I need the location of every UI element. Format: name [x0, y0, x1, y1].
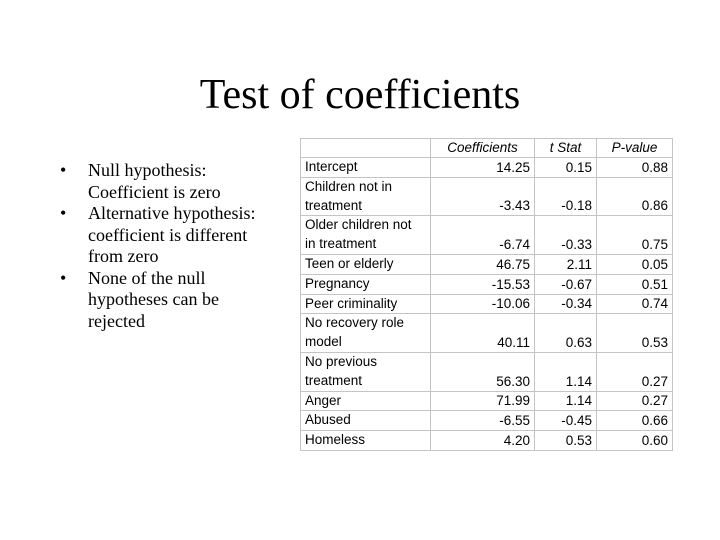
bullet-dot: • — [60, 160, 67, 180]
table-row — [301, 294, 673, 314]
row-label — [301, 431, 431, 451]
p-value-cell: 0.74 — [597, 294, 673, 314]
t-stat-cell: -0.18 — [535, 177, 597, 216]
row-label-line: No recovery role — [305, 315, 405, 331]
t-stat-cell: 1.14 — [535, 391, 597, 411]
table-row — [301, 254, 673, 274]
header-coefficients: Coefficients — [431, 139, 535, 158]
table-body — [301, 158, 673, 451]
table-row — [301, 216, 673, 255]
row-label-line: Children not in — [305, 178, 393, 194]
table-header-row — [301, 139, 673, 158]
row-label — [301, 177, 431, 216]
bullet-text: None of the null hypotheses can be rejected — [88, 267, 219, 331]
row-label-line: Homeless — [305, 432, 366, 448]
t-stat-cell: 0.53 — [535, 431, 597, 451]
t-stat-cell: -0.45 — [535, 411, 597, 431]
p-value-cell: 0.05 — [597, 254, 673, 274]
p-value-cell: 0.75 — [597, 216, 673, 255]
table-row — [301, 314, 673, 353]
row-label — [301, 411, 431, 431]
coefficient-cell: 40.11 — [431, 314, 535, 353]
p-value-cell: 0.51 — [597, 274, 673, 294]
row-label-line: No previous — [305, 353, 378, 369]
table-row — [301, 411, 673, 431]
row-label-line: Anger — [305, 392, 342, 408]
coefficients-table — [300, 138, 673, 451]
p-value-cell: 0.53 — [597, 314, 673, 353]
row-label-line: model — [305, 334, 342, 350]
t-stat-cell: -0.34 — [535, 294, 597, 314]
coefficient-cell: -6.74 — [431, 216, 535, 255]
bullet-item — [56, 203, 256, 268]
coefficient-cell: -10.06 — [431, 294, 535, 314]
table-row — [301, 274, 673, 294]
bullet-item — [56, 160, 256, 203]
row-label — [301, 216, 431, 255]
p-value-cell: 0.27 — [597, 352, 673, 391]
coefficient-cell: 56.30 — [431, 352, 535, 391]
t-stat-cell: 2.11 — [535, 254, 597, 274]
table-row — [301, 158, 673, 178]
row-label-line: Pregnancy — [305, 275, 370, 291]
header-blank — [301, 139, 431, 158]
header-t-stat: t Stat — [535, 139, 597, 158]
coefficient-cell: 46.75 — [431, 254, 535, 274]
coefficient-cell: -6.55 — [431, 411, 535, 431]
coefficient-cell: -3.43 — [431, 177, 535, 216]
table-row — [301, 431, 673, 451]
coefficient-cell: -15.53 — [431, 274, 535, 294]
p-value-cell: 0.86 — [597, 177, 673, 216]
row-label-line: Teen or elderly — [305, 255, 394, 271]
t-stat-cell: 0.63 — [535, 314, 597, 353]
bullet-text: Alternative hypothesis: coefficient is different from zero — [88, 203, 256, 266]
row-label-line: treatment — [305, 372, 363, 388]
row-label — [301, 158, 431, 178]
t-stat-cell: -0.67 — [535, 274, 597, 294]
row-label — [301, 294, 431, 314]
bullet-dot: • — [60, 267, 67, 288]
bullet-dot: • — [60, 203, 67, 223]
table-row — [301, 391, 673, 411]
coefficient-cell: 4.20 — [431, 431, 535, 451]
row-label-line: Abused — [305, 412, 351, 428]
row-label-line: Older children not — [305, 217, 412, 233]
row-label — [301, 254, 431, 274]
row-label — [301, 391, 431, 411]
coefficient-cell: 14.25 — [431, 158, 535, 178]
bullet-text: Null hypothesis: Coefficient is zero — [88, 160, 221, 202]
p-value-cell: 0.88 — [597, 158, 673, 178]
bullet-list — [56, 160, 256, 332]
row-label — [301, 274, 431, 294]
header-p-value: P-value — [597, 139, 673, 158]
slide-title: Test of coefficients — [199, 72, 521, 118]
row-label-line: in treatment — [305, 236, 377, 252]
p-value-cell: 0.27 — [597, 391, 673, 411]
table-row — [301, 352, 673, 391]
coefficient-cell: 71.99 — [431, 391, 535, 411]
bullet-item — [56, 268, 256, 333]
coefficients-table-container — [300, 138, 673, 451]
row-label — [301, 352, 431, 391]
table-row — [301, 177, 673, 216]
row-label-line: Intercept — [305, 159, 358, 174]
t-stat-cell: -0.33 — [535, 216, 597, 255]
p-value-cell: 0.60 — [597, 431, 673, 451]
p-value-cell: 0.66 — [597, 411, 673, 431]
t-stat-cell: 0.15 — [535, 158, 597, 178]
row-label-line: Peer criminality — [305, 295, 398, 311]
row-label — [301, 314, 431, 353]
row-label-line: treatment — [305, 197, 363, 213]
t-stat-cell: 1.14 — [535, 352, 597, 391]
